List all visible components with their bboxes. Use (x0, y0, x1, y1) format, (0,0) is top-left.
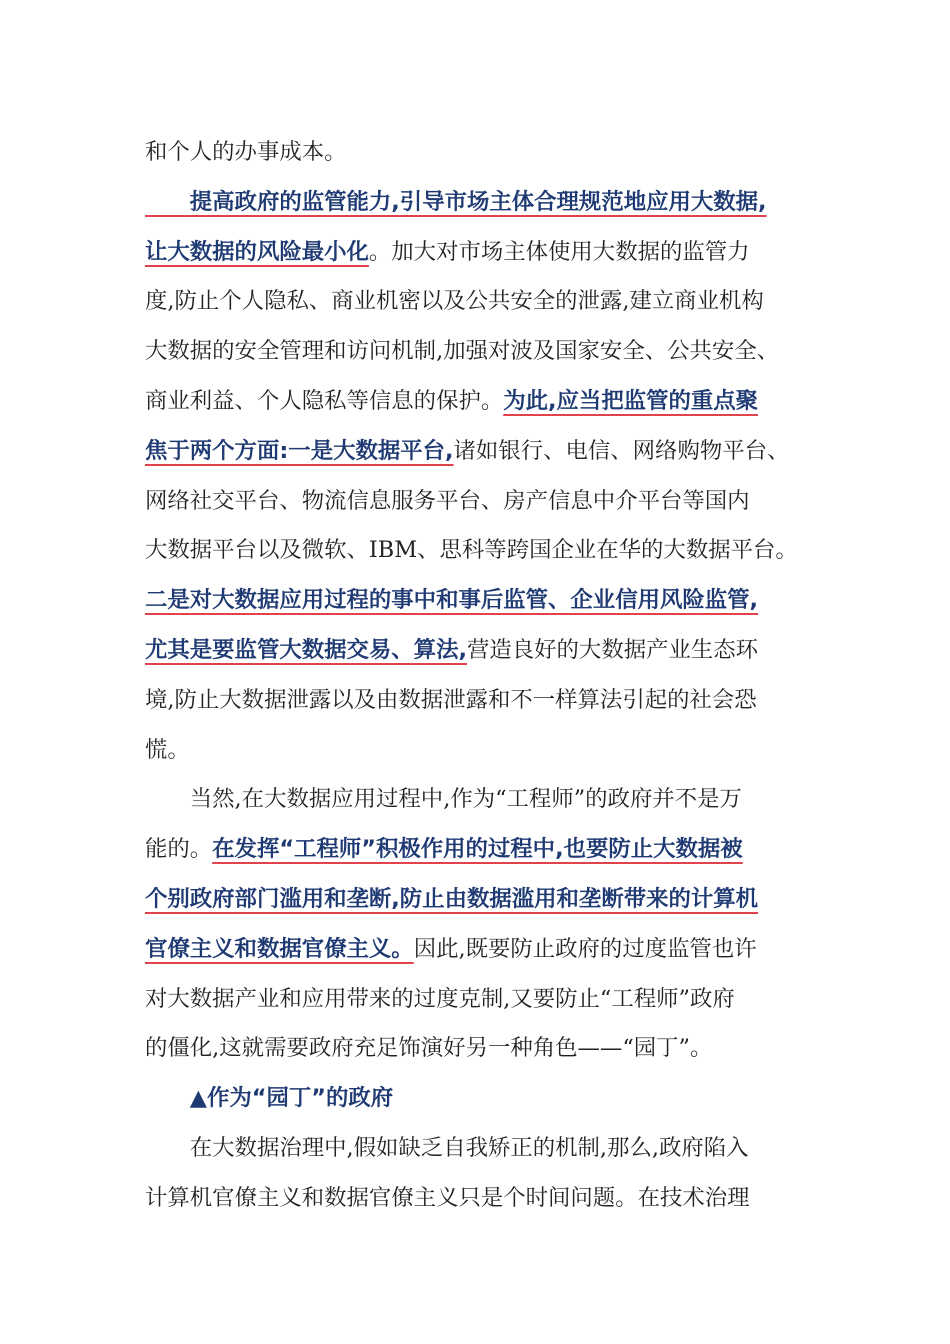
body-text: 当然,在大数据应用过程中,作为“工程师”的政府并不是万 (145, 786, 742, 813)
body-text: 因此,既要防止政府的过度监管也许 (413, 935, 757, 962)
text-line (145, 924, 825, 974)
text-line (145, 376, 825, 426)
text-line (145, 1023, 825, 1073)
text-line (145, 874, 825, 924)
highlighted-text: 尤其是要监管大数据交易、算法, (145, 637, 467, 663)
body-text: 诸如银行、电信、网络购物平台、 (453, 437, 790, 464)
text-line (145, 974, 825, 1024)
highlighted-text: 在发挥“工程师”积极作用的过程中,也要防止大数据被 (212, 836, 743, 863)
highlighted-text: 为此,应当把监管的重点聚 (503, 388, 759, 414)
text-line (145, 1173, 825, 1223)
text-line (145, 725, 825, 775)
text-line (145, 426, 825, 476)
highlighted-text: 提高政府的监管能力,引导市场主体合理规范地应用大数据, (145, 188, 767, 215)
body-text: 商业利益、个人隐私等信息的保护。 (145, 388, 504, 414)
section-heading: ▲作为“园丁”的政府 (145, 1085, 394, 1112)
body-text: 计算机官僚主义和数据官僚主义只是个时间问题。在技术治理 (145, 1184, 750, 1211)
text-line (145, 625, 825, 675)
text-line (145, 326, 825, 376)
body-text: 营造良好的大数据产业生态环 (466, 637, 759, 663)
body-text: 大数据的安全管理和访问机制,加强对波及国家安全、公共安全、 (145, 338, 780, 365)
body-text: 慌。 (145, 736, 190, 763)
highlighted-text: 焦于两个方面:一是大数据平台, (145, 437, 454, 464)
text-line (145, 675, 825, 725)
text-line (145, 575, 825, 625)
highlighted-text: 让大数据的风险最小化 (145, 238, 369, 265)
body-text: 境,防止大数据泄露以及由数据泄露和不一样算法引起的社会恐 (145, 686, 757, 713)
body-text: 能的。 (145, 836, 213, 863)
body-text: 和个人的办事成本。 (145, 139, 347, 165)
text-line (145, 476, 825, 526)
text-line (145, 824, 825, 874)
body-text: 对大数据产业和应用带来的过度克制,又要防止“工程师”政府 (145, 985, 735, 1012)
text-line (145, 227, 825, 277)
body-text: 在大数据治理中,假如缺乏自我矫正的机制,那么,政府陷入 (145, 1135, 749, 1161)
highlighted-text: 个别政府部门滥用和垄断,防止由数据滥用和垄断带来的计算机 (145, 886, 759, 912)
highlighted-text: 二是对大数据应用过程的事中和事后监管、企业信用风险监管, (145, 587, 759, 614)
body-text: 网络社交平台、物流信息服务平台、房产信息中介平台等国内 (145, 487, 750, 514)
text-line (145, 774, 825, 824)
text-line (145, 177, 825, 227)
text-line (145, 525, 825, 575)
body-text: 。加大对市场主体使用大数据的监管力 (368, 238, 750, 265)
body-text: 大数据平台以及微软、IBM、思科等跨国企业在华的大数据平台。 (145, 537, 798, 564)
body-text: 的僵化,这就需要政府充足饰演好另一种角色——“园丁”。 (145, 1035, 713, 1062)
text-line (145, 127, 825, 177)
highlighted-text: 官僚主义和数据官僚主义。 (145, 935, 414, 962)
text-line (145, 276, 825, 326)
text-line (145, 1123, 825, 1173)
text-line (145, 1073, 825, 1123)
body-text: 度,防止个人隐私、商业机密以及公共安全的泄露,建立商业机构 (145, 288, 764, 315)
